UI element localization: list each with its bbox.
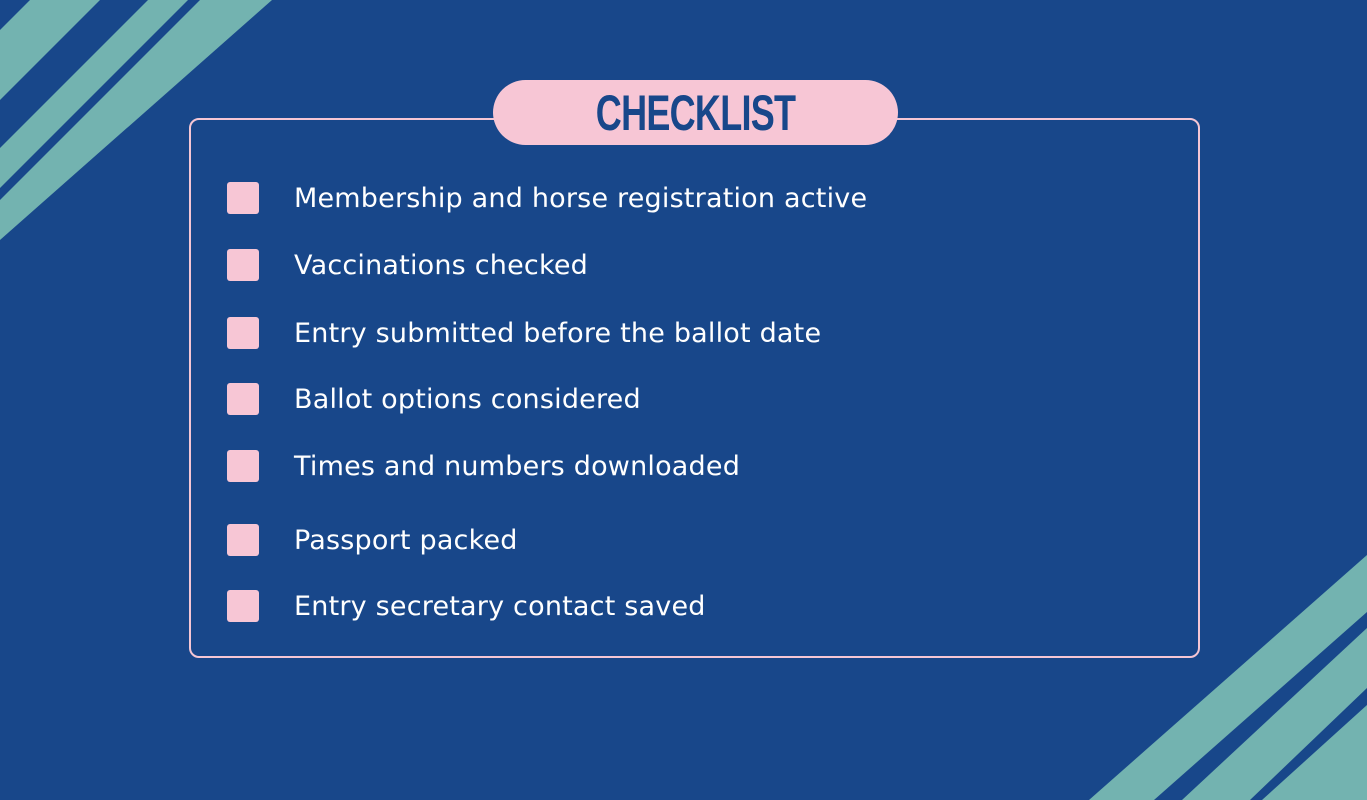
checklist-item[interactable]: [227, 382, 641, 416]
checklist-item[interactable]: [227, 523, 518, 557]
checklist-item-label: Times and numbers downloaded: [294, 450, 741, 482]
checklist-item[interactable]: [227, 589, 706, 623]
checkbox[interactable]: [227, 249, 259, 281]
checklist-item-label: Entry submitted before the ballot date: [294, 317, 822, 349]
checkbox[interactable]: [227, 317, 259, 349]
checkbox[interactable]: [227, 182, 259, 214]
checkbox[interactable]: [227, 524, 259, 556]
checklist-item[interactable]: [227, 316, 821, 350]
checklist-item-label: Membership and horse registration active: [294, 182, 868, 214]
checkbox[interactable]: [227, 450, 259, 482]
checkbox[interactable]: [227, 383, 259, 415]
checkbox[interactable]: [227, 590, 259, 622]
page-title: CHECKLIST: [595, 84, 796, 141]
checklist-item[interactable]: [227, 181, 867, 215]
checklist-item[interactable]: [227, 449, 740, 483]
checklist-item-label: Vaccinations checked: [294, 249, 588, 281]
checklist-item[interactable]: [227, 248, 588, 282]
checklist-item-label: Ballot options considered: [294, 383, 641, 415]
title-pill: [493, 80, 898, 145]
checklist-item-label: Passport packed: [294, 524, 518, 556]
checklist-item-label: Entry secretary contact saved: [294, 590, 706, 622]
